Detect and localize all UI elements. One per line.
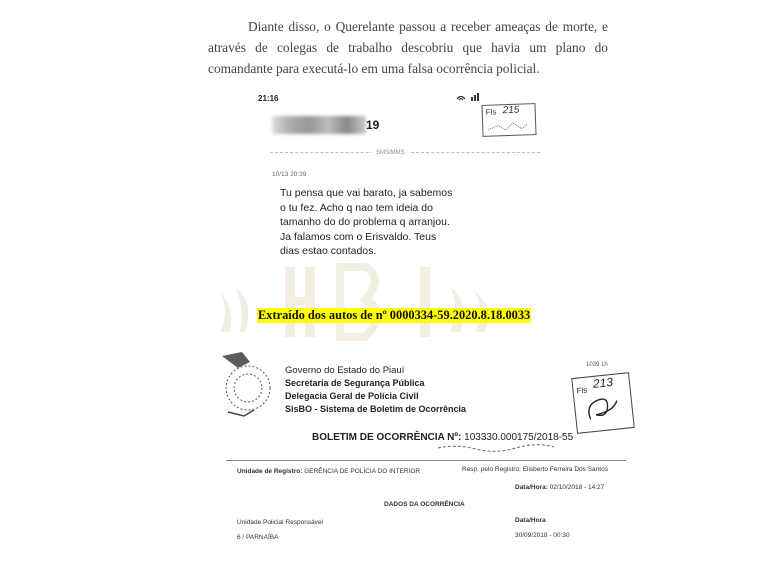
stamp-scribble-icon bbox=[483, 114, 534, 134]
report-number: 103330.000175/2018-55 bbox=[464, 432, 574, 443]
corner-annotation: 1039 1h bbox=[586, 362, 608, 368]
signature-icon bbox=[582, 392, 625, 426]
datetime-label: Data/Hora: bbox=[515, 484, 548, 491]
page-stamp-number: 213 bbox=[592, 374, 614, 391]
contact-number-suffix: 19 bbox=[366, 118, 380, 132]
divider bbox=[226, 460, 626, 461]
occurrence-datetime-label: Data/Hora bbox=[515, 517, 546, 524]
body-paragraph bbox=[208, 16, 608, 79]
header-line-delegacia: Delegacia Geral de Polícia Civil bbox=[285, 391, 419, 401]
registry-unit-row bbox=[237, 468, 420, 475]
extract-caption: Extraído dos autos de nº 0000334-59.2020.8.18.0033 bbox=[258, 308, 531, 322]
page-stamp-label: Fls bbox=[485, 107, 497, 117]
message-date: 10/13 20:39 bbox=[272, 171, 307, 178]
occurrence-datetime-value: 30/09/2018 - 00:30 bbox=[515, 532, 570, 539]
channel-label: SMS/MMS bbox=[372, 150, 409, 156]
section-title: DADOS DA OCORRÊNCIA bbox=[384, 501, 465, 508]
report-header bbox=[285, 364, 466, 416]
watermark-logo-icon bbox=[210, 262, 510, 342]
underline-scribble bbox=[436, 443, 556, 453]
page-stamp bbox=[481, 103, 536, 137]
datetime-row bbox=[515, 484, 604, 491]
report-title-prefix: BOLETIM DE OCORRÊNCIA Nº: bbox=[312, 432, 462, 443]
police-unit-value: 6 / PARNAÍBA bbox=[237, 534, 279, 541]
datetime-value: 02/10/2018 - 14:27 bbox=[549, 484, 605, 491]
paragraph-text: Diante disso, o Querelante passou a receber ameaças de morte, e através de colegas de trabalho descobriu que havia um plano do comandante para executá-lo em uma falsa ocorrência policial. bbox=[208, 19, 608, 76]
responsible-row bbox=[462, 466, 608, 473]
report-title bbox=[312, 432, 573, 443]
header-line-secretariat: Secretaria de Segurança Pública bbox=[285, 378, 425, 388]
police-unit-label: Unidade Policial Responsável bbox=[237, 519, 323, 526]
registry-unit-value: GERÊNCIA DE POLÍCIA DO INTERIOR bbox=[304, 468, 421, 475]
responsible-label: Resp. pelo Registro: bbox=[462, 466, 521, 473]
status-bar-time: 21:16 bbox=[258, 94, 279, 103]
message-text: Tu pensa que vai barato, ja sabemos o tu fez. Acho q nao tem ideia do tamanho do do problema q arranjou. Ja falamos com o Erisvaldo. Teus dias estao contados. bbox=[280, 187, 453, 258]
page-stamp-label: Fls bbox=[576, 385, 588, 396]
state-seal-icon bbox=[214, 350, 280, 420]
registry-unit-label: Unidade de Registro: bbox=[237, 468, 303, 475]
header-line-government: Governo do Estado do Piauí bbox=[285, 365, 405, 376]
signal-wifi-icon bbox=[455, 92, 485, 102]
header-line-sisbo: SisBO - Sistema de Boletim de Ocorrência bbox=[285, 404, 467, 414]
responsible-value: Elisberto Ferreira Dos Santos bbox=[522, 466, 608, 473]
page-stamp-report bbox=[571, 372, 635, 434]
redacted-contact-name bbox=[272, 116, 366, 134]
page-stamp-number: 215 bbox=[502, 104, 520, 117]
